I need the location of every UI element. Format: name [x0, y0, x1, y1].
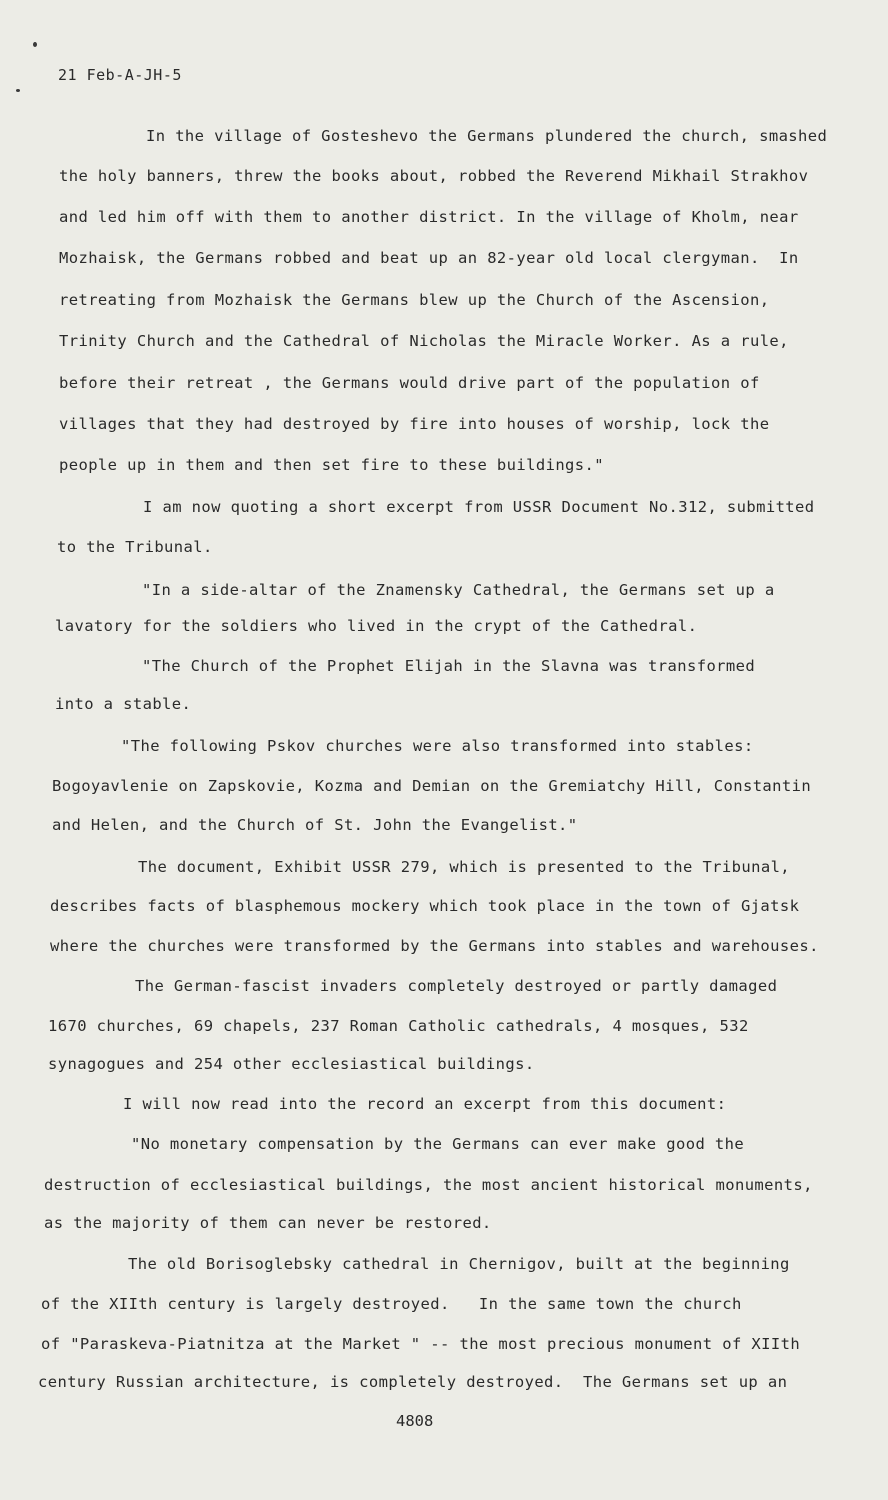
punch-mark [16, 89, 20, 92]
text-line: as the majority of them can never be restored. [44, 1214, 492, 1232]
punch-mark [33, 42, 37, 47]
text-line: century Russian architecture, is completely destroyed. The Germans set up an [38, 1373, 788, 1391]
text-line: In the village of Gosteshevo the Germans plundered the church, smashed [146, 127, 828, 145]
text-line: into a stable. [55, 695, 192, 713]
text-line: synagogues and 254 other ecclesiastical buildings. [48, 1055, 535, 1073]
text-line: Trinity Church and the Cathedral of Nicholas the Miracle Worker. As a rule, [59, 332, 789, 350]
text-line: villages that they had destroyed by fire into houses of worship, lock the [59, 415, 770, 433]
text-line: the holy banners, threw the books about, robbed the Reverend Mikhail Strakhov [59, 167, 809, 185]
text-line: retreating from Mozhaisk the Germans blew up the Church of the Ascension, [59, 291, 770, 309]
text-line: The document, Exhibit USSR 279, which is presented to the Tribunal, [138, 858, 791, 876]
page-number: 4808 [396, 1412, 434, 1430]
text-line: 1670 churches, 69 chapels, 237 Roman Catholic cathedrals, 4 mosques, 532 [48, 1017, 749, 1035]
text-line: "No monetary compensation by the Germans can ever make good the [131, 1135, 745, 1153]
text-line: of the XIIth century is largely destroyed. In the same town the church [41, 1295, 742, 1313]
text-line: I will now read into the record an excerpt from this document: [123, 1095, 727, 1113]
text-line: where the churches were transformed by the Germans into stables and warehouses. [50, 937, 819, 955]
text-line: I am now quoting a short excerpt from USSR Document No.312, submitted [143, 498, 815, 516]
text-line: before their retreat , the Germans would drive part of the population of [59, 374, 760, 392]
text-line: Mozhaisk, the Germans robbed and beat up an 82-year old local clergyman. In [59, 249, 799, 267]
text-line: and Helen, and the Church of St. John the Evangelist." [52, 816, 578, 834]
text-line: destruction of ecclesiastical buildings, the most ancient historical monuments, [44, 1176, 813, 1194]
text-line: of "Paraskeva-Piatnitza at the Market " -- the most precious monument of XIIth [41, 1335, 801, 1353]
text-line: and led him off with them to another district. In the village of Kholm, near [59, 208, 799, 226]
text-line: Bogoyavlenie on Zapskovie, Kozma and Demian on the Gremiatchy Hill, Constantin [52, 777, 812, 795]
text-line: "In a side-altar of the Znamensky Cathedral, the Germans set up a [142, 581, 775, 599]
text-line: lavatory for the soldiers who lived in the crypt of the Cathedral. [55, 617, 698, 635]
text-line: describes facts of blasphemous mockery which took place in the town of Gjatsk [50, 897, 800, 915]
text-line: "The Church of the Prophet Elijah in the Slavna was transformed [142, 657, 756, 675]
document-header: 21 Feb-A-JH-5 [58, 66, 182, 84]
text-line: people up in them and then set fire to these buildings." [59, 456, 604, 474]
text-line: The German-fascist invaders completely destroyed or partly damaged [135, 977, 778, 995]
text-line: "The following Pskov churches were also transformed into stables: [121, 737, 754, 755]
text-line: The old Borisoglebsky cathedral in Chernigov, built at the beginning [128, 1255, 790, 1273]
text-line: to the Tribunal. [57, 538, 213, 556]
